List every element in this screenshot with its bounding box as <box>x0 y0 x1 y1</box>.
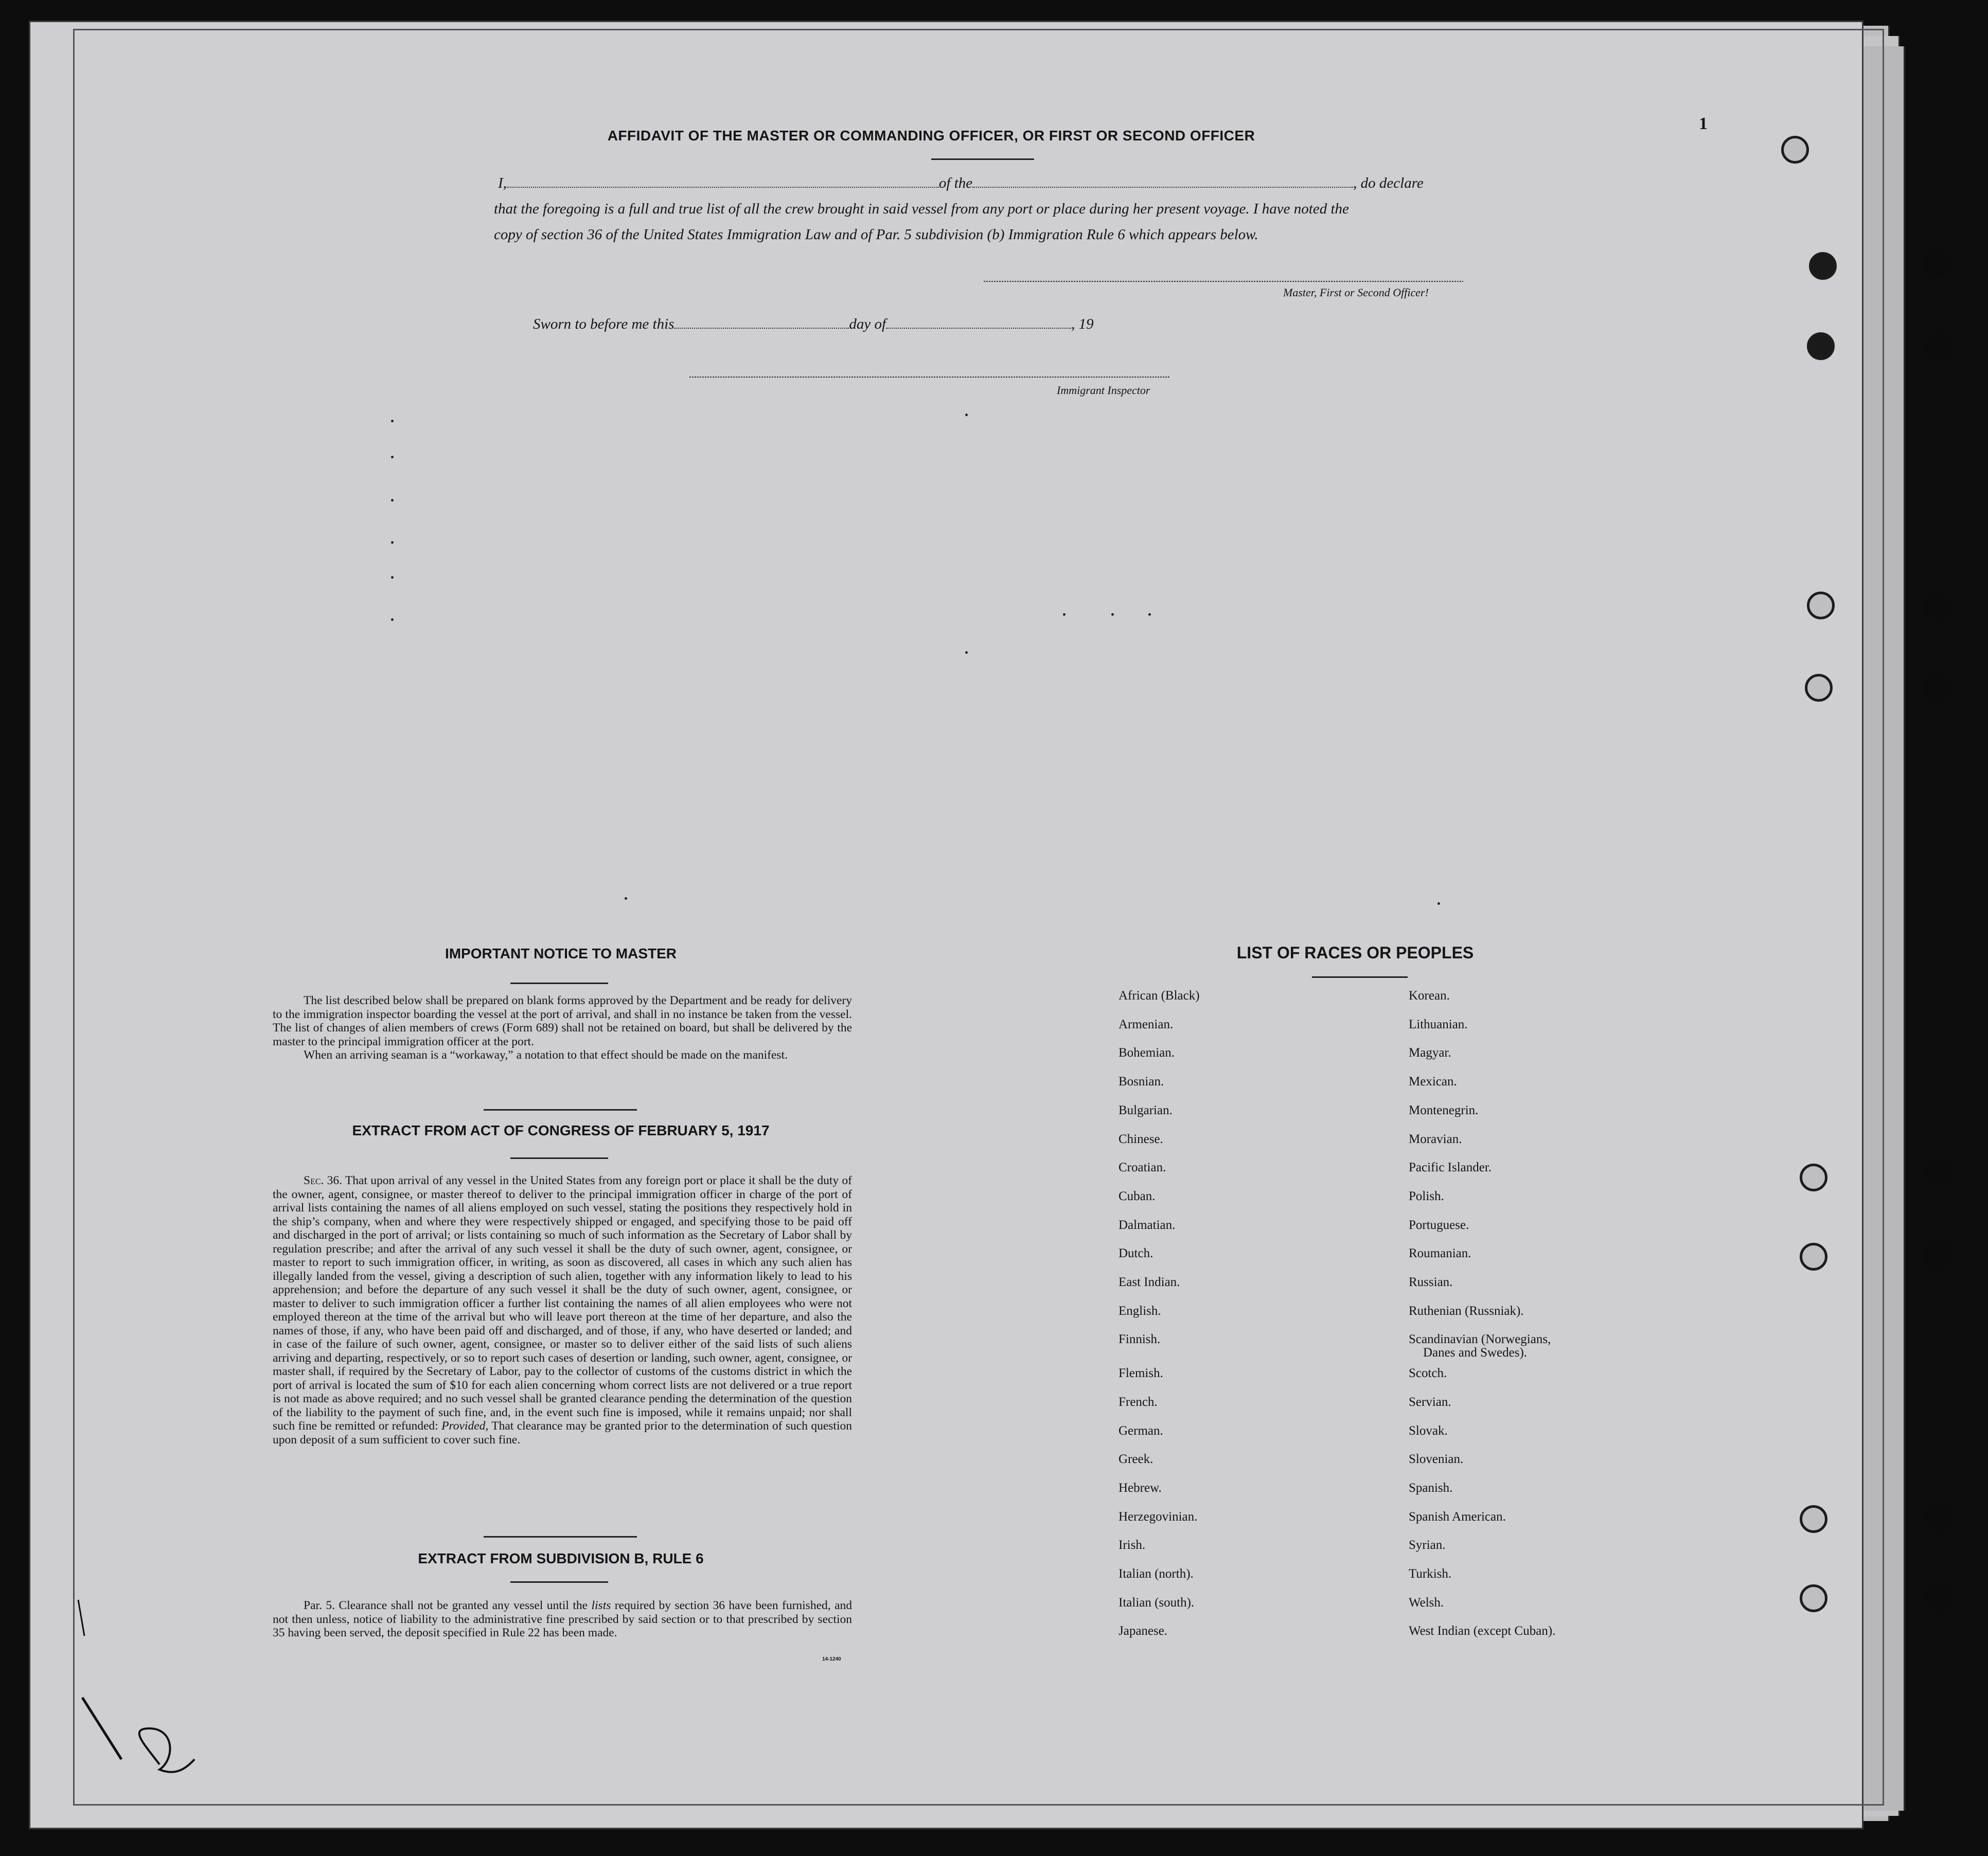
race-item: Pacific Islander. <box>1409 1161 1492 1175</box>
race-item: Korean. <box>1409 989 1450 1003</box>
race-item: East Indian. <box>1119 1275 1180 1289</box>
provided-word: Provided, <box>441 1419 489 1433</box>
stray-mark <box>1437 902 1440 905</box>
race-item: Slovenian. <box>1409 1452 1464 1467</box>
race-item: Servian. <box>1409 1395 1451 1409</box>
sworn-day-field[interactable] <box>674 316 849 329</box>
rule6-rule <box>510 1581 608 1583</box>
rule6-text: Par. 5. Clearance shall not be granted any vessel until the <box>304 1599 592 1612</box>
master-signature-line[interactable] <box>984 281 1463 282</box>
stray-mark <box>1111 613 1114 616</box>
race-item: Croatian. <box>1119 1161 1166 1175</box>
declaration-text: that the foregoing is a full and true list of all the crew brought in said vessel from any port or place during her present voyage. I have noted the <box>494 201 1349 217</box>
notice-title: IMPORTANT NOTICE TO MASTER <box>445 945 677 961</box>
punch-hole <box>1781 136 1809 164</box>
race-item: French. <box>1119 1395 1158 1409</box>
act-rule <box>510 1157 608 1159</box>
race-item: Italian (south). <box>1119 1595 1195 1610</box>
punch-hole <box>1800 1164 1827 1191</box>
race-item: Polish. <box>1409 1189 1444 1203</box>
race-item-continuation: Danes and Swedes). <box>1423 1346 1528 1360</box>
master-signature-caption: Master, First or Second Officer! <box>1283 286 1429 299</box>
day-of-label: day of <box>849 316 886 332</box>
race-item: Finnish. <box>1119 1332 1161 1347</box>
notice-paragraph: When an arriving seaman is a “workaway,” a notation to that effect should be made on the manifest. <box>304 1048 788 1062</box>
punch-hole <box>1800 1584 1827 1612</box>
punch-hole <box>1800 1243 1827 1271</box>
vessel-field[interactable] <box>972 175 1353 188</box>
race-item: West Indian (except Cuban). <box>1409 1624 1556 1638</box>
race-item: Welsh. <box>1409 1595 1444 1610</box>
page-border <box>73 29 1884 1806</box>
act-text-end: That clearance may be granted prior to the determination of such question upon deposit of a sum sufficient to cover such fine. <box>273 1419 852 1447</box>
section-rule <box>484 1109 637 1111</box>
stray-mark <box>391 420 394 422</box>
punch-hole <box>1807 332 1835 360</box>
races-title: LIST OF RACES OR PEOPLES <box>1236 943 1474 962</box>
race-item: Slovak. <box>1409 1423 1448 1438</box>
race-item: Japanese. <box>1119 1624 1168 1638</box>
race-item: Dutch. <box>1119 1246 1153 1261</box>
lists-word: lists <box>591 1599 611 1612</box>
title-rule <box>931 158 1034 160</box>
stray-mark <box>965 651 968 654</box>
act-title: EXTRACT FROM ACT OF CONGRESS OF FEBRUARY 5, 1917 <box>352 1122 770 1138</box>
race-item: Mexican. <box>1409 1075 1457 1089</box>
year-prefix-label: , 19 <box>1071 316 1094 332</box>
stray-mark <box>625 897 627 900</box>
binder-hole <box>1923 1240 1953 1270</box>
races-rule <box>1312 976 1408 978</box>
race-item: Bosnian. <box>1119 1075 1164 1089</box>
name-field[interactable] <box>507 175 939 188</box>
binder-hole <box>1923 332 1953 362</box>
race-item: Moravian. <box>1409 1132 1462 1146</box>
stray-mark <box>391 576 394 579</box>
race-item: Turkish. <box>1409 1567 1452 1581</box>
i-label: I, <box>498 175 507 191</box>
section-label: Sec. 36. <box>304 1174 343 1187</box>
do-declare-label: , do declare <box>1353 175 1424 191</box>
act-text: That upon arrival of any vessel in the United States from any foreign port or place it shall be the duty of the owner, agent, consignee, or master thereof to deliver to the principal immigration officer in charge of the port of arrival lists containing the names of all aliens employed on such vessel, stating the positions they respectively hold in the ship’s company, when and where they were respectively shipped or engaged, and specifying those to be paid off and discharged in the port of arrival; or lists containing so much of such information as the Secretary of Labor shall by regulation prescribe; and after the arrival of any such vessel it shall be the duty of such owner, agent, consignee, or master to report to such immigration officer, in writing, as soon as discovered, all cases in which any such alien has illegally landed from the vessel, giving a description of such alien, together with any information likely to lead to his apprehension; and before the departure of any such vessel it shall be the duty of such owner, agent, consignee, or master to deliver to such immigration officer a further list containing the names of all alien employees who were not employed thereon at the time of the arrival but who will leave port thereon at the time of her departure, and also the names of those, if any, who have been paid off and discharged, and of those, if any, who have deserted or landed; and in case of the failure of such owner, agent, consignee, or master so to deliver either of the said lists of such aliens arriving and departing, respectively, or so to report such cases of desertion or landing, such owner, agent, consignee, or master shall, if required by the Secretary of Labor, pay to the collector of customs of the customs district in which the port of arrival is located the sum of $10 for each alien concerning whom correct lists are not delivered or a true report is not made as above required; and no such vessel shall be granted clearance pending the determination of the question of the liability to the payment of such fine, and, in the event such fine is imposed, while it remains unpaid; nor shall such fine be remitted or refunded: <box>273 1174 852 1433</box>
inspector-signature-line[interactable] <box>689 377 1170 378</box>
rule6-title: EXTRACT FROM SUBDIVISION B, RULE 6 <box>418 1550 704 1566</box>
stray-mark <box>391 618 394 621</box>
race-item: Roumanian. <box>1409 1246 1471 1261</box>
inspector-caption: Immigrant Inspector <box>1057 384 1150 397</box>
affidavit-title: AFFIDAVIT OF THE MASTER OR COMMANDING OFFICER, OR FIRST OR SECOND OFFICER <box>607 128 1255 144</box>
race-item: Scotch. <box>1409 1366 1447 1381</box>
act-body <box>273 1174 852 1447</box>
race-item: Syrian. <box>1409 1538 1446 1552</box>
race-item: Chinese. <box>1119 1132 1163 1146</box>
race-item: Flemish. <box>1119 1366 1163 1381</box>
race-item: Portuguese. <box>1409 1218 1469 1232</box>
of-the-label: of the <box>938 175 973 191</box>
race-item: Armenian. <box>1119 1017 1174 1031</box>
race-item: Montenegrin. <box>1409 1103 1479 1117</box>
stray-mark <box>391 541 394 544</box>
sworn-label: Sworn to before me this <box>533 316 674 332</box>
punch-hole <box>1800 1505 1827 1533</box>
binder-hole <box>1923 1581 1953 1611</box>
rule6-body <box>273 1599 852 1640</box>
race-item: Herzegovinian. <box>1119 1509 1198 1524</box>
race-item: Cuban. <box>1119 1189 1156 1203</box>
punch-hole <box>1807 592 1835 619</box>
race-item: Bohemian. <box>1119 1046 1175 1060</box>
race-item: English. <box>1119 1304 1161 1318</box>
race-item: Hebrew. <box>1119 1480 1162 1495</box>
binder-hole <box>1923 1158 1953 1188</box>
stray-mark <box>391 456 394 458</box>
stray-mark <box>965 414 968 416</box>
punch-hole <box>1805 674 1833 702</box>
race-item: African (Black) <box>1119 989 1200 1003</box>
notice-body <box>273 994 852 1062</box>
binder-hole <box>1923 249 1953 279</box>
sworn-line <box>533 316 1094 333</box>
handwritten-mark: 1 <box>1699 114 1708 133</box>
race-item: Dalmatian. <box>1119 1218 1176 1232</box>
race-item: Scandinavian (Norwegians, <box>1409 1332 1551 1347</box>
race-item: Magyar. <box>1409 1046 1451 1060</box>
punch-hole <box>1809 252 1837 280</box>
race-item: Spanish American. <box>1409 1509 1506 1524</box>
binder-hole <box>1923 592 1953 621</box>
race-item: Ruthenian (Russniak). <box>1409 1304 1524 1318</box>
stray-mark <box>1148 613 1151 616</box>
rule6-text-end: required by section 36 have been furnished, and not then unless, notice of liability to the administrative fine prescribed by said section or to that prescribed by section 35 having been served, the deposit specified in Rule 22 has been made. <box>273 1599 853 1639</box>
race-item: Irish. <box>1119 1538 1146 1552</box>
stray-mark <box>1063 613 1066 616</box>
declaration-line <box>498 175 1424 192</box>
race-item: Russian. <box>1409 1275 1453 1289</box>
race-item: Italian (north). <box>1119 1567 1194 1581</box>
race-item: Greek. <box>1119 1452 1153 1467</box>
binder-hole <box>1923 674 1953 704</box>
binder-hole <box>1923 1502 1953 1532</box>
race-item: Bulgarian. <box>1119 1103 1173 1117</box>
form-number: 14-1240 <box>822 1656 841 1662</box>
notice-paragraph: The list described below shall be prepared on blank forms approved by the Department and be ready for delivery to the immigration inspector boarding the vessel at the port of arrival, and shall in no instance be taken from the vessel. The list of changes of alien members of crews (Form 689) shall not be retained on board, but shall be delivered by the master to the principal immigration officer at the port. <box>273 994 852 1048</box>
section-rule <box>484 1536 637 1538</box>
stray-mark <box>391 499 394 502</box>
pencil-scribble <box>72 1574 247 1790</box>
notice-rule <box>510 983 608 984</box>
sworn-month-field[interactable] <box>886 316 1071 329</box>
race-item: Spanish. <box>1409 1480 1453 1495</box>
declaration-text: copy of section 36 of the United States Immigration Law and of Par. 5 subdivision (b) Immigration Rule 6 which appears below. <box>494 226 1258 243</box>
race-item: Lithuanian. <box>1409 1017 1468 1031</box>
race-item: German. <box>1119 1423 1163 1438</box>
